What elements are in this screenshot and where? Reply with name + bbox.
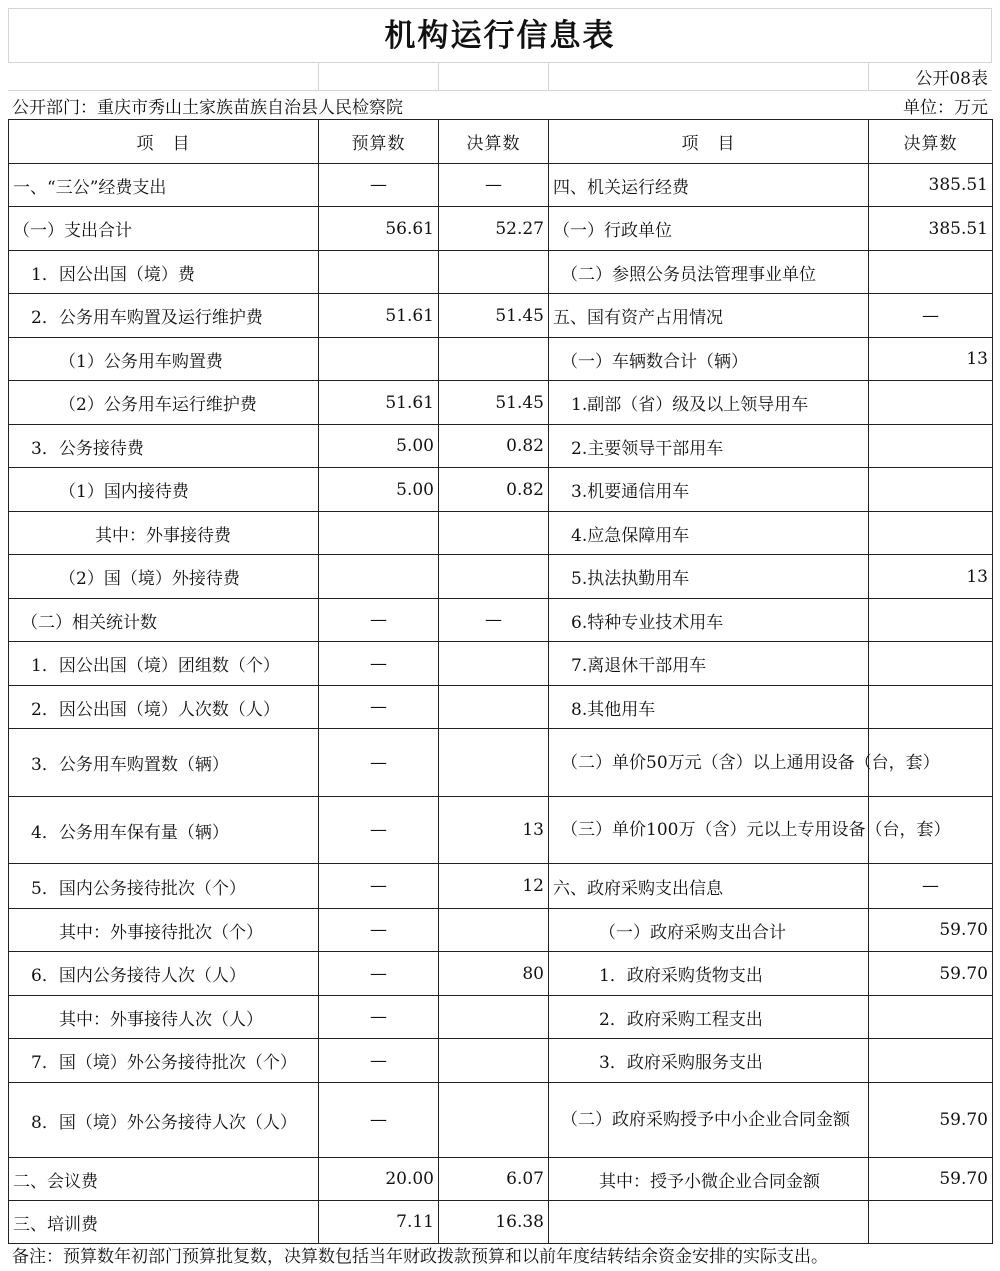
table-row <box>9 952 993 996</box>
right-item: 7.离退休干部用车 <box>549 642 869 686</box>
header-final-left: 决算数 <box>439 120 549 164</box>
right-value <box>869 686 993 729</box>
table-row <box>9 1201 993 1244</box>
table-row <box>9 207 993 251</box>
table-row <box>9 251 993 294</box>
budget-cell <box>319 251 439 294</box>
left-item: （一）支出合计 <box>9 207 319 251</box>
budget-cell: — <box>319 864 439 909</box>
right-item: 8.其他用车 <box>549 686 869 729</box>
final-cell: 16.38 <box>439 1201 549 1244</box>
left-item: 3．公务用车购置数（辆） <box>9 729 319 797</box>
header-item-left: 项 目 <box>9 120 319 164</box>
table-row <box>9 864 993 909</box>
budget-cell: — <box>319 642 439 686</box>
right-value: 59.70 <box>869 1083 993 1158</box>
budget-cell: — <box>319 1039 439 1083</box>
right-item: 6.特种专业技术用车 <box>549 599 869 642</box>
budget-cell: — <box>319 797 439 864</box>
right-item: 1．政府采购货物支出 <box>549 952 869 996</box>
left-item: 2．因公出国（境）人次数（人） <box>9 686 319 729</box>
final-cell <box>439 642 549 686</box>
final-cell <box>439 686 549 729</box>
left-item: 5．国内公务接待批次（个） <box>9 864 319 909</box>
budget-cell: — <box>319 952 439 996</box>
budget-cell <box>319 338 439 381</box>
right-item: （一）车辆数合计（辆） <box>549 338 869 381</box>
left-item: 6．国内公务接待人次（人） <box>9 952 319 996</box>
final-cell <box>439 512 549 555</box>
right-value: — <box>869 864 993 909</box>
table-row <box>9 1039 993 1083</box>
right-item: （二）政府采购授予中小企业合同金额 <box>549 1083 869 1158</box>
right-value: 385.51 <box>869 207 993 251</box>
right-item: 其中：授予小微企业合同金额 <box>549 1158 869 1201</box>
final-cell: — <box>439 164 549 207</box>
left-item: 7．国（境）外公务接待批次（个） <box>9 1039 319 1083</box>
header-final-right: 决算数 <box>869 120 993 164</box>
right-item: 四、机关运行经费 <box>549 164 869 207</box>
left-item: （2）公务用车运行维护费 <box>9 381 319 425</box>
right-item: 六、政府采购支出信息 <box>549 864 869 909</box>
budget-cell: — <box>319 1083 439 1158</box>
budget-cell <box>319 512 439 555</box>
header-budget: 预算数 <box>319 120 439 164</box>
right-item: 1.副部（省）级及以上领导用车 <box>549 381 869 425</box>
right-value <box>869 381 993 425</box>
table-row <box>9 599 993 642</box>
budget-cell: — <box>319 164 439 207</box>
right-item: 2.主要领导干部用车 <box>549 425 869 468</box>
budget-cell: 5.00 <box>319 425 439 468</box>
table-row <box>9 686 993 729</box>
right-item: （一）行政单位 <box>549 207 869 251</box>
left-item: （1）公务用车购置费 <box>9 338 319 381</box>
budget-cell: 51.61 <box>319 294 439 338</box>
left-item: 其中：外事接待人次（人） <box>9 996 319 1039</box>
final-cell <box>439 555 549 599</box>
table-row <box>9 642 993 686</box>
right-value: 59.70 <box>869 952 993 996</box>
right-value: 13 <box>869 555 993 599</box>
final-cell: 52.27 <box>439 207 549 251</box>
right-value <box>869 512 993 555</box>
table-row <box>9 996 993 1039</box>
right-value: 13 <box>869 338 993 381</box>
right-item: （一）政府采购支出合计 <box>549 909 869 952</box>
table-row <box>9 1158 993 1201</box>
final-cell: 80 <box>439 952 549 996</box>
final-cell <box>439 729 549 797</box>
table-row <box>9 512 993 555</box>
right-value <box>869 599 993 642</box>
table-number: 公开08表 <box>915 69 988 89</box>
header-item-right: 项 目 <box>549 120 869 164</box>
right-value: 385.51 <box>869 164 993 207</box>
left-item: 其中：外事接待费 <box>9 512 319 555</box>
left-item: 其中：外事接待批次（个） <box>9 909 319 952</box>
right-value: 59.70 <box>869 909 993 952</box>
left-item: （1）国内接待费 <box>9 468 319 512</box>
final-cell <box>439 909 549 952</box>
final-cell <box>439 996 549 1039</box>
budget-cell: — <box>319 909 439 952</box>
right-item: （三）单价100万（含）元以上专用设备（台，套） <box>549 797 869 864</box>
final-cell: 0.82 <box>439 425 549 468</box>
right-value: — <box>869 294 993 338</box>
left-item: 三、培训费 <box>9 1201 319 1244</box>
right-value <box>869 425 993 468</box>
right-item <box>549 1201 869 1244</box>
left-item: （二）相关统计数 <box>9 599 319 642</box>
footnote: 备注：预算数年初部门预算批复数，决算数包括当年财政拨款预算和以前年度结转结余资金安排的实际支出。 <box>12 1247 828 1267</box>
right-value <box>869 1039 993 1083</box>
final-cell: 6.07 <box>439 1158 549 1201</box>
right-value <box>869 251 993 294</box>
right-value: 59.70 <box>869 1158 993 1201</box>
right-item: （二）参照公务员法管理事业单位 <box>549 251 869 294</box>
table-row <box>9 468 993 512</box>
budget-cell: — <box>319 599 439 642</box>
budget-cell <box>319 555 439 599</box>
unit-label: 单位：万元 <box>903 97 988 118</box>
table-row <box>9 729 993 797</box>
table-row <box>9 164 993 207</box>
right-value <box>869 1201 993 1244</box>
budget-cell: 56.61 <box>319 207 439 251</box>
left-item: （2）国（境）外接待费 <box>9 555 319 599</box>
left-item: 一、“三公”经费支出 <box>9 164 319 207</box>
table-row <box>9 797 993 864</box>
right-item: 5.执法执勤用车 <box>549 555 869 599</box>
left-item: 1．因公出国（境）团组数（个） <box>9 642 319 686</box>
budget-cell: — <box>319 686 439 729</box>
table-number-row <box>8 62 992 91</box>
right-value <box>869 468 993 512</box>
final-cell: 0.82 <box>439 468 549 512</box>
final-cell <box>439 1039 549 1083</box>
header-row <box>9 120 993 164</box>
right-item: 3．政府采购服务支出 <box>549 1039 869 1083</box>
table-row <box>9 294 993 338</box>
left-item: 4．公务用车保有量（辆） <box>9 797 319 864</box>
final-cell: 51.45 <box>439 381 549 425</box>
info-table <box>8 119 993 1244</box>
left-item: 二、会议费 <box>9 1158 319 1201</box>
left-item: 2．公务用车购置及运行维护费 <box>9 294 319 338</box>
final-cell <box>439 338 549 381</box>
final-cell: 51.45 <box>439 294 549 338</box>
right-value <box>869 996 993 1039</box>
budget-cell: 7.11 <box>319 1201 439 1244</box>
table-row <box>9 338 993 381</box>
right-item: （二）单价50万元（含）以上通用设备（台，套） <box>549 729 869 797</box>
budget-cell: — <box>319 729 439 797</box>
right-item: 五、国有资产占用情况 <box>549 294 869 338</box>
department-row <box>8 91 992 119</box>
budget-cell: 20.00 <box>319 1158 439 1201</box>
final-cell <box>439 1083 549 1158</box>
final-cell <box>439 251 549 294</box>
department-label: 公开部门：重庆市秀山土家族苗族自治县人民检察院 <box>12 97 403 118</box>
right-value <box>869 642 993 686</box>
right-item: 4.应急保障用车 <box>549 512 869 555</box>
right-item: 3.机要通信用车 <box>549 468 869 512</box>
final-cell: 13 <box>439 797 549 864</box>
budget-cell: — <box>319 996 439 1039</box>
table-row <box>9 1083 993 1158</box>
budget-cell: 51.61 <box>319 381 439 425</box>
left-item: 1．因公出国（境）费 <box>9 251 319 294</box>
table-row <box>9 909 993 952</box>
table-title: 机构运行信息表 <box>8 8 992 62</box>
table-row <box>9 555 993 599</box>
left-item: 8．国（境）外公务接待人次（人） <box>9 1083 319 1158</box>
final-cell: 12 <box>439 864 549 909</box>
final-cell: — <box>439 599 549 642</box>
right-item: 2．政府采购工程支出 <box>549 996 869 1039</box>
budget-cell: 5.00 <box>319 468 439 512</box>
table-row <box>9 381 993 425</box>
table-row <box>9 425 993 468</box>
left-item: 3．公务接待费 <box>9 425 319 468</box>
